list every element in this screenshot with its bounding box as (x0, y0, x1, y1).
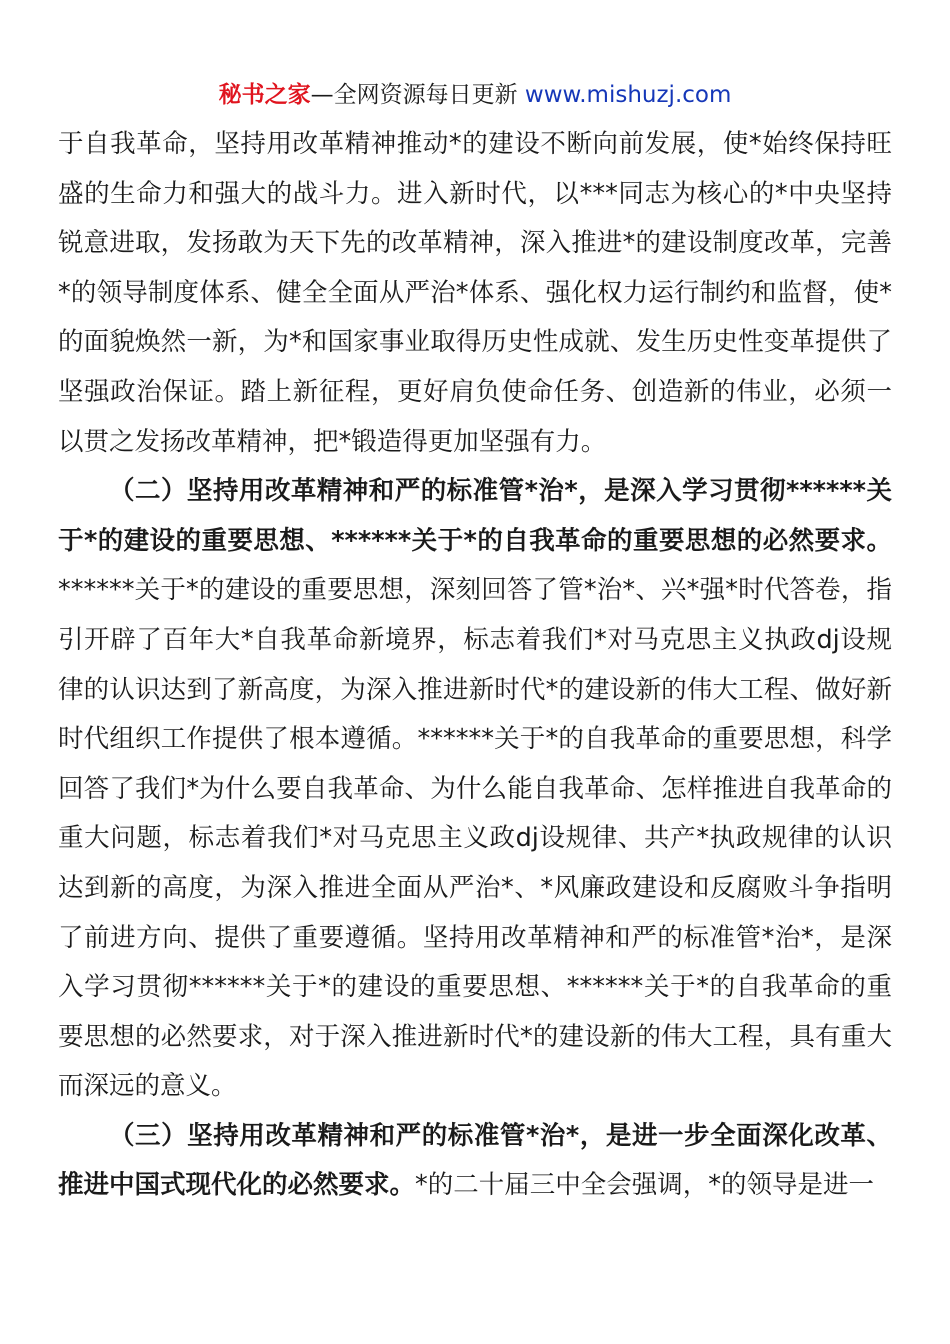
document-header (0, 80, 950, 110)
paragraph-3 (58, 1112, 892, 1211)
section-heading-2: （二）坚持用改革精神和严的标准管*治*，是深入学习贯彻******关于*的建设的重要思想、******关于*的自我革命的重要思想的必然要求。 (58, 476, 892, 556)
paragraph-text: 于自我革命，坚持用改革精神推动*的建设不断向前发展，使*始终保持旺盛的生命力和强大的战斗力。进入新时代，以***同志为核心的*中央坚持锐意进取，发扬敢为天下先的改革精神，深入推进*的建设制度改革，完善*的领导制度体系、健全全面从严治*体系、强化权力运行制约和监督，使*的面貌焕然一新，为*和国家事业取得历史性成就、发生历史性变革提供了坚强政治保证。踏上新征程，更好肩负使命任务、创造新的伟业，必须一以贯之发扬改革精神，把*锻造得更加坚强有力。 (58, 129, 892, 457)
section-heading-3: （三）坚持用改革精神和严的标准管*治*，是进一步全面深化改革、推进中国式现代化的必然要求。 (58, 1120, 892, 1201)
brand-name: 秘书之家 (218, 82, 311, 108)
header-tagline: —全网资源每日更新 (310, 82, 518, 108)
paragraph-text: *的二十届三中全会强调，*的领导是进一 (415, 1170, 875, 1201)
header-url[interactable]: www.mishuzj.com (524, 82, 732, 108)
paragraph-text: ******关于*的建设的重要思想，深刻回答了管*治*、兴*强*时代答卷，指引开辟了百年大*自我革命新境界，标志着我们*对马克思主义执政dj设规律的认识达到了新高度，为深入推进新时代*的建设新的伟大工程、做好新时代组织工作提供了根本遵循。******关于*的自我革命的重要思想，科学回答了我们*为什么要自我革命、为什么能自我革命、怎样推进自我革命的重大问题，标志着我们*对马克思主义政dj设规律、共产*执政规律的认识达到新的高度，为深入推进全面从严治*、*风廉政建设和反腐败斗争指明了前进方向、提供了重要遵循。坚持用改革精神和严的标准管*治*，是深入学习贯彻******关于*的建设的重要思想、******关于*的自我革命的重要思想的必然要求，对于深入推进新时代*的建设新的伟大工程，具有重大而深远的意义。 (58, 575, 892, 1102)
document-body (58, 120, 892, 1211)
paragraph-1 (58, 120, 892, 467)
paragraph-2 (58, 467, 892, 1112)
